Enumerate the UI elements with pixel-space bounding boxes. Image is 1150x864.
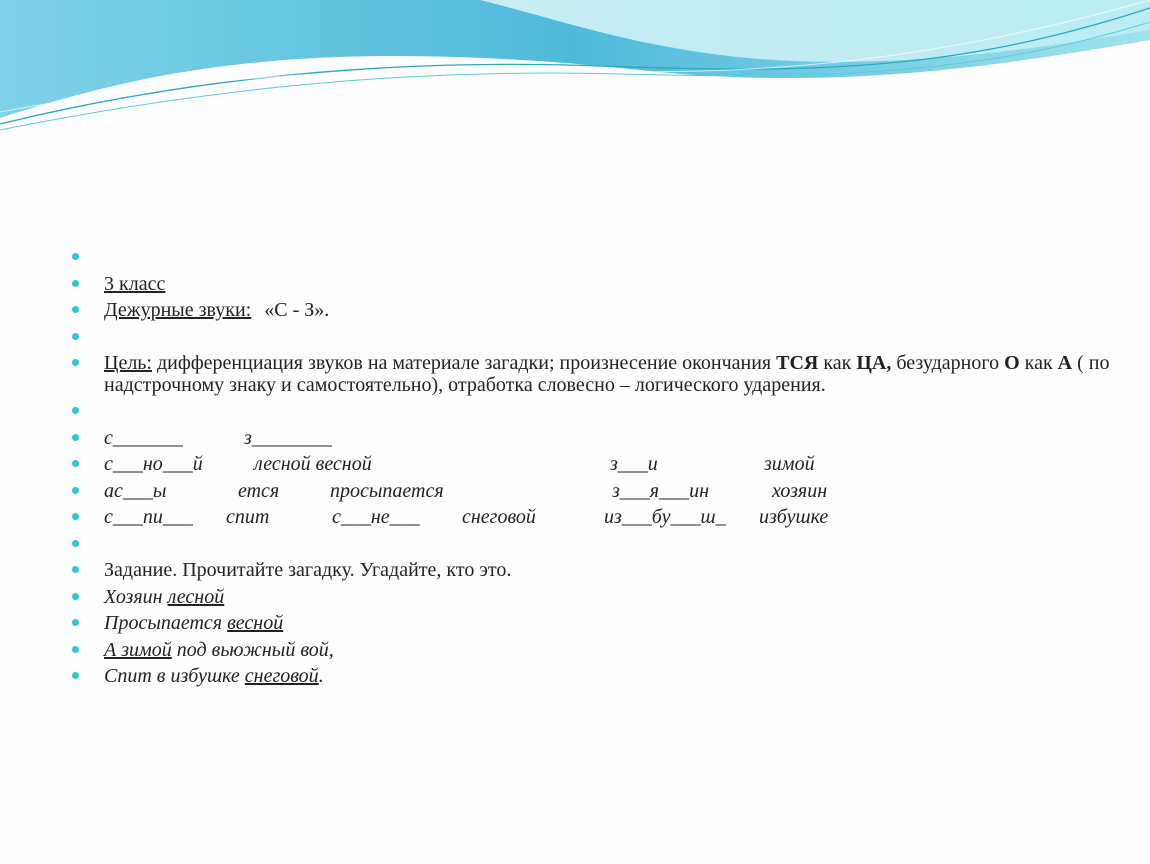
word-row-4 [72,504,1112,531]
riddle-text: Просыпается [104,612,228,634]
goal-bold: А [1057,352,1073,374]
word-cell: с___пи___ [104,506,193,528]
goal-bold: ЦА, [856,352,892,374]
list-item [72,531,1112,558]
bullet-icon [72,566,79,573]
task-text: Задание. Прочитайте загадку. Угадайте, кто это. [104,559,512,581]
word-cell: из___бу___ш_ [604,506,726,528]
list-item-goal [72,350,1112,398]
goal-text: ( по надстрочному знаку и самостоятельно), отработка словесно – логического ударения. [104,352,1110,396]
word-cell: с___не___ [332,506,420,528]
slide-content [72,244,1112,690]
bullet-icon [72,434,79,441]
word-cell: ас___ы [104,479,167,502]
bullet-icon [72,672,79,679]
list-item [72,324,1112,351]
word-cell: просыпается [330,479,444,502]
list-item-sounds [72,297,1112,324]
grade-label: 3 класс [104,272,166,295]
list-item-task [72,557,1112,584]
riddle-stressed-word: весной [227,612,284,634]
bullet-icon [72,333,79,340]
word-cell: снеговой [462,506,536,528]
goal-bold: ТСЯ [776,352,819,374]
bullet-icon [72,513,79,520]
word-cell: ется [238,479,280,502]
word-cell: спит [226,506,270,528]
word-cell: с_______ [104,426,183,449]
riddle-text: под вьюжный вой, [171,638,334,661]
word-cell: с___но___й [104,453,203,475]
bullet-icon [72,487,79,494]
word-cell: хозяин [772,479,828,502]
word-cell: з___я___ин [612,479,710,502]
word-cell: избушке [759,506,829,528]
word-cell: з________ [244,426,332,449]
riddle-line-2 [72,610,1112,637]
list-item-grade [72,271,1112,298]
bullet-icon [72,253,79,260]
riddle-line-4 [72,663,1112,690]
list-item [72,398,1112,425]
riddle-text: Спит в избушке [104,665,245,687]
sounds-label: Дежурные звуки: [104,299,252,321]
sounds-value: «С - З». [264,299,330,321]
bullet-icon [72,460,79,467]
riddle-text: . [318,665,324,687]
bullet-icon [72,407,79,414]
bullet-icon [72,540,79,547]
riddle-text: Хозяин [104,585,168,608]
bullet-icon [72,280,79,287]
bullet-icon [72,619,79,626]
word-cell: лесной весной [254,453,372,475]
word-cell: з___и [610,453,658,475]
goal-label: Цель: [104,352,152,374]
goal-text: как [818,352,857,374]
word-row-1 [72,425,1112,452]
riddle-stressed-word: снеговой [244,665,319,687]
word-row-2 [72,451,1112,478]
word-row-3 [72,478,1112,505]
bullet-icon [72,593,79,600]
word-cell: зимой [764,453,815,475]
header-wave-decoration [0,0,1150,140]
goal-bold: О [1004,352,1020,374]
bullet-icon [72,359,79,366]
riddle-line-3 [72,637,1112,664]
goal-text: как [1019,352,1058,374]
goal-text: безударного [891,352,1005,374]
goal-text: дифференциация звуков на материале загадки; произнесение окончания [151,352,777,374]
riddle-stressed-word: лесной [167,585,225,608]
bullet-icon [72,646,79,653]
list-item [72,244,1112,271]
riddle-stressed-word: А зимой [104,638,172,661]
bullet-icon [72,306,79,313]
riddle-line-1 [72,584,1112,611]
